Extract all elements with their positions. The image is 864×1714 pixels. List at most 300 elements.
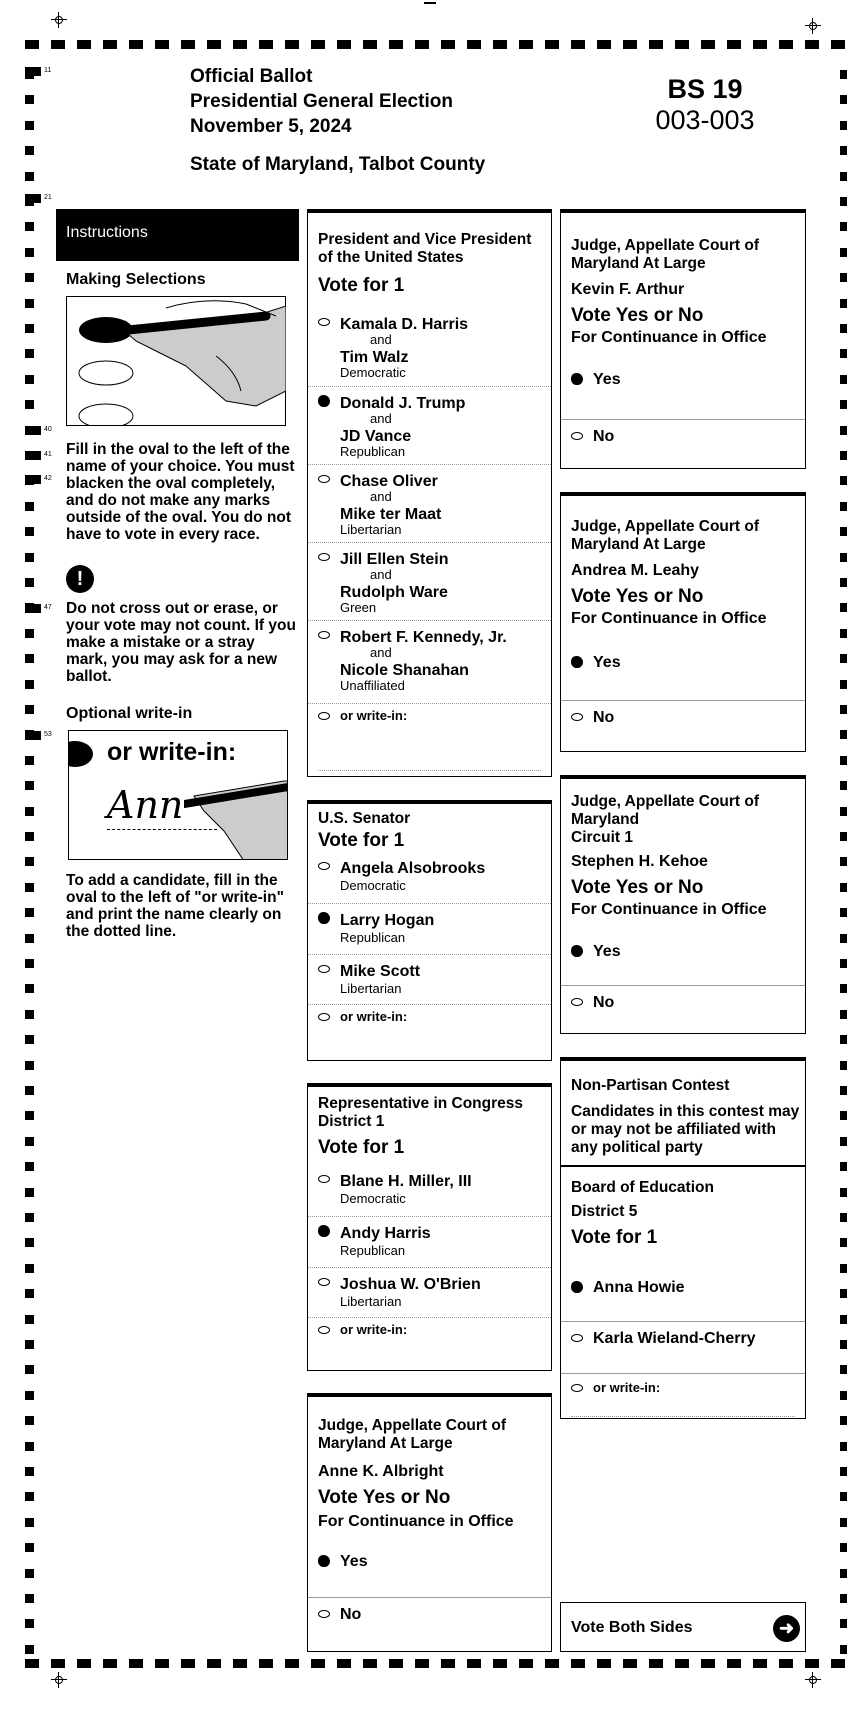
oval-marked[interactable]: [571, 656, 583, 668]
timing-mark: [129, 40, 143, 49]
timing-mark: [259, 40, 273, 49]
option-yes[interactable]: [561, 935, 805, 985]
oval[interactable]: [571, 1384, 583, 1392]
timing-mark: [25, 1645, 34, 1654]
oval[interactable]: [571, 1334, 583, 1342]
nonpartisan-description: Candidates in this contest may or may not be affiliated with any political party: [571, 1103, 800, 1156]
oval[interactable]: [318, 712, 330, 720]
timing-mark: [840, 476, 847, 485]
timing-mark: [25, 857, 34, 866]
oval[interactable]: [318, 631, 330, 639]
option-yes[interactable]: [308, 1545, 551, 1595]
oval[interactable]: [571, 432, 583, 440]
vice-president-name: Rudolph Ware: [340, 584, 448, 601]
president-name: Kamala D. Harris: [340, 316, 469, 333]
timing-mark: [77, 40, 91, 49]
timing-mark: [840, 95, 847, 104]
vote-for: Vote for 1: [571, 1227, 658, 1248]
timing-mark: [77, 1659, 91, 1668]
timing-mark: [779, 1659, 793, 1668]
timing-mark: [840, 756, 847, 765]
writein-line: [318, 770, 541, 771]
timing-mark: [25, 1391, 34, 1400]
timing-mark: [389, 40, 403, 49]
timing-mark: [840, 832, 847, 841]
timing-mark: [840, 1442, 847, 1451]
candidate-name: Joshua W. O'Brien: [340, 1276, 481, 1293]
timing-mark: [840, 70, 847, 79]
timing-mark: [25, 680, 34, 689]
oval[interactable]: [318, 1278, 330, 1286]
timing-mark: [840, 603, 847, 612]
timing-mark: [25, 527, 34, 536]
candidate-option[interactable]: [308, 542, 551, 620]
timing-mark: [25, 95, 34, 104]
vice-president-name: Mike ter Maat: [340, 506, 442, 523]
add-candidate-instructions: To add a candidate, fill in the oval to the left of "or write-in" and print the name clearly on the dotted line.: [66, 872, 284, 940]
writein-option[interactable]: [308, 1317, 551, 1371]
precinct-code: 003-003: [655, 105, 755, 135]
timing-mark: [840, 807, 847, 816]
timing-mark: [25, 222, 34, 231]
timing-mark: [840, 1416, 847, 1425]
timing-mark: [259, 1659, 273, 1668]
and-label: and: [370, 332, 392, 347]
writein-label: or write-in:: [593, 1380, 661, 1395]
option-no[interactable]: [308, 1597, 551, 1652]
timing-mark: [363, 1659, 377, 1668]
candidate-name: Andy Harris: [340, 1225, 431, 1242]
timing-mark: [129, 1659, 143, 1668]
section-divider: [561, 1165, 805, 1167]
timing-mark: [337, 1659, 351, 1668]
registration-mark-top-left: [51, 12, 67, 28]
timing-mark: [25, 908, 34, 917]
timing-mark: [840, 1086, 847, 1095]
timing-mark: [840, 400, 847, 409]
option-no[interactable]: [561, 985, 805, 1035]
timing-mark: [25, 705, 34, 714]
president-name: Donald J. Trump: [340, 395, 466, 412]
timing-mark: [840, 934, 847, 943]
and-label: and: [370, 411, 392, 426]
timing-mark: [840, 426, 847, 435]
writein-label: or write-in:: [340, 1009, 408, 1024]
fill-oval-illustration: [66, 296, 286, 426]
timing-mark: [25, 324, 34, 333]
timing-mark: [840, 502, 847, 511]
option-label: No: [340, 1606, 362, 1623]
candidate-option[interactable]: [561, 1321, 805, 1371]
party: Green: [340, 600, 377, 615]
timing-mark: [571, 1659, 585, 1668]
timing-mark: [779, 40, 793, 49]
oval-marked[interactable]: [318, 395, 330, 407]
timing-mark: [840, 1162, 847, 1171]
district: District 5: [571, 1203, 638, 1220]
timing-mark: [840, 299, 847, 308]
timing-mark: [25, 832, 34, 841]
vote-yes-no: Vote Yes or No: [571, 877, 704, 898]
registration-mark-top-right: [805, 18, 821, 34]
timing-mark: [25, 1467, 34, 1476]
timing-mark: [831, 1659, 845, 1668]
timing-mark: [25, 1035, 34, 1044]
timing-mark: [25, 1340, 34, 1349]
oval-marked[interactable]: [318, 1555, 330, 1567]
and-label: and: [370, 489, 392, 504]
timing-mark: [25, 194, 41, 203]
timing-mark: [441, 40, 455, 49]
vote-both-sides-label: Vote Both Sides: [571, 1619, 693, 1636]
timing-mark: [545, 1659, 559, 1668]
timing-mark: [840, 1569, 847, 1578]
candidate-option[interactable]: [308, 620, 551, 698]
party: Unaffiliated: [340, 678, 405, 693]
candidate-option[interactable]: [308, 464, 551, 542]
oval-marked[interactable]: [571, 1281, 583, 1293]
timing-mark: [25, 40, 39, 49]
candidate-option[interactable]: [308, 308, 551, 386]
timing-mark: [840, 883, 847, 892]
timing-mark: [597, 1659, 611, 1668]
timing-mark: [840, 730, 847, 739]
timing-mark: [25, 1238, 34, 1247]
arrow-right-icon: ➜: [773, 1615, 800, 1642]
oval[interactable]: [318, 553, 330, 561]
timing-mark: [840, 578, 847, 587]
party: Democratic: [340, 878, 406, 893]
timing-mark: [840, 349, 847, 358]
timing-mark: [389, 1659, 403, 1668]
timing-mark: [25, 400, 34, 409]
timing-mark: [25, 273, 34, 282]
candidate-option[interactable]: [308, 903, 551, 954]
timing-mark: [840, 1518, 847, 1527]
line-number: 40: [44, 426, 52, 433]
party: Libertarian: [340, 522, 402, 537]
oval[interactable]: [318, 1175, 330, 1183]
timing-mark: [25, 1086, 34, 1095]
timing-mark: [840, 680, 847, 689]
making-selections-heading: Making Selections: [66, 271, 206, 288]
writein-option[interactable]: [561, 1373, 805, 1419]
timing-mark: [753, 1659, 767, 1668]
timing-mark: [25, 1162, 34, 1171]
ballot-type: Official Ballot: [190, 66, 313, 87]
timing-mark: [25, 1264, 34, 1273]
candidate-option[interactable]: [308, 386, 551, 464]
option-yes[interactable]: [561, 650, 805, 700]
contest-title: Judge, Appellate Court of Maryland At Large: [571, 237, 760, 272]
timing-mark: [623, 1659, 637, 1668]
timing-mark: [675, 40, 689, 49]
contest-judge-kehoe: [560, 775, 806, 1034]
candidate-option[interactable]: [308, 852, 551, 903]
timing-mark: [840, 1137, 847, 1146]
timing-mark: [25, 1659, 39, 1668]
timing-mark: [840, 172, 847, 181]
option-no[interactable]: [561, 700, 805, 752]
timing-mark: [25, 172, 34, 181]
vice-president-name: Nicole Shanahan: [340, 662, 469, 679]
and-label: and: [370, 645, 392, 660]
timing-mark: [840, 1543, 847, 1552]
timing-mark: [25, 1619, 34, 1628]
line-number: 11: [44, 67, 52, 74]
judge-name: Stephen H. Kehoe: [571, 853, 708, 870]
timing-mark: [25, 934, 34, 943]
continuance: For Continuance in Office: [318, 1513, 514, 1530]
timing-mark: [840, 1340, 847, 1349]
writein-example-label: or write-in:: [107, 738, 237, 766]
president-name: Chase Oliver: [340, 473, 438, 490]
oval-marked[interactable]: [571, 945, 583, 957]
vice-president-name: JD Vance: [340, 428, 412, 445]
candidate-name: Blane H. Miller, III: [340, 1173, 472, 1190]
timing-mark: [840, 959, 847, 968]
vote-both-sides-box: [560, 1602, 806, 1652]
candidate-name: Mike Scott: [340, 963, 421, 980]
timing-mark: [25, 248, 34, 257]
timing-mark: [840, 1111, 847, 1120]
timing-mark: [181, 1659, 195, 1668]
timing-mark: [25, 67, 41, 76]
contest-title: Judge, Appellate Court of Maryland At Large: [571, 518, 760, 553]
timing-mark: [840, 527, 847, 536]
option-label: Yes: [340, 1553, 368, 1570]
timing-mark: [285, 40, 299, 49]
timing-mark: [25, 1442, 34, 1451]
hand-pen-illustration: [184, 776, 288, 860]
election-name: Presidential General Election: [190, 91, 453, 112]
oval[interactable]: [571, 998, 583, 1006]
candidate-name: Karla Wieland-Cherry: [593, 1330, 756, 1347]
timing-mark: [285, 1659, 299, 1668]
continuance: For Continuance in Office: [571, 901, 767, 918]
candidate-option[interactable]: [308, 954, 551, 1005]
oval[interactable]: [318, 1326, 330, 1334]
timing-mark: [840, 197, 847, 206]
timing-mark: [25, 553, 34, 562]
timing-mark: [701, 40, 715, 49]
contest-judge-albright: [307, 1393, 552, 1652]
writein-option[interactable]: [308, 703, 551, 777]
judge-name: Kevin F. Arthur: [571, 281, 685, 298]
candidate-option[interactable]: [308, 1216, 551, 1267]
timing-mark: [840, 273, 847, 282]
timing-mark: [25, 1569, 34, 1578]
timing-mark: [25, 756, 34, 765]
timing-mark: [840, 1035, 847, 1044]
timing-mark: [25, 1416, 34, 1425]
timing-mark: [25, 807, 34, 816]
oval[interactable]: [318, 965, 330, 973]
party: Republican: [340, 1243, 406, 1258]
writein-label: or write-in:: [340, 708, 408, 723]
candidate-name: Angela Alsobrooks: [340, 860, 486, 877]
timing-mark: [51, 1659, 65, 1668]
timing-mark: [415, 40, 429, 49]
timing-mark: [25, 1315, 34, 1324]
vote-yes-no: Vote Yes or No: [318, 1487, 451, 1508]
candidate-option[interactable]: [308, 1165, 551, 1216]
candidate-name: Larry Hogan: [340, 912, 435, 929]
instructions-header: Instructions: [56, 209, 299, 261]
optional-writein-heading: Optional write-in: [66, 705, 193, 722]
line-number: 53: [44, 731, 52, 738]
timing-mark: [415, 1659, 429, 1668]
party: Republican: [340, 444, 406, 459]
timing-mark: [25, 1010, 34, 1019]
writein-option[interactable]: [308, 1004, 551, 1062]
oval[interactable]: [318, 1013, 330, 1021]
contest-title: President and Vice President of the United States: [318, 231, 532, 266]
timing-mark: [25, 629, 34, 638]
line-number: 42: [44, 475, 52, 482]
timing-mark: [805, 40, 819, 49]
writein-illustration: [68, 730, 288, 860]
timing-mark: [25, 883, 34, 892]
timing-mark: [311, 40, 325, 49]
timing-mark: [25, 578, 34, 587]
timing-mark: [25, 1365, 34, 1374]
ballot-style-code: BS 19: [667, 74, 743, 104]
timing-mark: [25, 781, 34, 790]
oval-marked[interactable]: [318, 1225, 330, 1237]
candidate-option[interactable]: [561, 1271, 805, 1321]
timing-mark: [545, 40, 559, 49]
continuance: For Continuance in Office: [571, 329, 767, 346]
contest-congress: [307, 1083, 552, 1371]
party: Republican: [340, 930, 406, 945]
party: Democratic: [340, 1191, 406, 1206]
option-label: Yes: [593, 654, 621, 671]
timing-mark: [840, 654, 847, 663]
contest-title: U.S. Senator: [318, 810, 411, 827]
timing-mark: [840, 1188, 847, 1197]
timing-mark: [840, 705, 847, 714]
judge-name: Andrea M. Leahy: [571, 562, 700, 579]
oval[interactable]: [571, 713, 583, 721]
timing-mark: [840, 1010, 847, 1019]
option-label: No: [593, 994, 615, 1011]
timing-mark: [441, 1659, 455, 1668]
timing-mark: [840, 629, 847, 638]
nonpartisan-heading: Non-Partisan Contest: [571, 1077, 730, 1094]
timing-mark: [519, 40, 533, 49]
timing-mark: [25, 475, 41, 484]
timing-mark: [103, 1659, 117, 1668]
timing-mark: [840, 1289, 847, 1298]
option-label: Yes: [593, 943, 621, 960]
timing-mark: [181, 40, 195, 49]
timing-mark: [25, 1543, 34, 1552]
timing-mark: [25, 1213, 34, 1222]
timing-mark: [840, 1467, 847, 1476]
president-name: Jill Ellen Stein: [340, 551, 449, 568]
timing-mark: [25, 451, 41, 460]
contest-title: Judge, Appellate Court of Maryland At Large: [318, 1417, 507, 1452]
timing-mark: [571, 40, 585, 49]
timing-mark: [840, 908, 847, 917]
election-date: November 5, 2024: [190, 116, 352, 137]
timing-mark: [831, 40, 845, 49]
contest-board-of-education: [560, 1057, 806, 1419]
timing-mark: [840, 1238, 847, 1247]
oval[interactable]: [318, 318, 330, 326]
timing-mark: [649, 40, 663, 49]
vote-for: Vote for 1: [318, 830, 405, 851]
timing-mark: [155, 1659, 169, 1668]
contest-judge-arthur: [560, 209, 806, 469]
timing-mark: [337, 40, 351, 49]
timing-mark: [840, 1365, 847, 1374]
timing-mark: [25, 1594, 34, 1603]
vote-for: Vote for 1: [318, 275, 405, 296]
timing-mark: [840, 1315, 847, 1324]
option-no[interactable]: [561, 419, 805, 469]
contest-president: [307, 209, 552, 777]
timing-mark: [840, 1492, 847, 1501]
timing-mark: [701, 1659, 715, 1668]
timing-mark: [25, 1492, 34, 1501]
timing-mark: [840, 781, 847, 790]
oval-marked[interactable]: [318, 912, 330, 924]
line-number: 41: [44, 451, 52, 458]
timing-mark: [840, 1061, 847, 1070]
oval[interactable]: [318, 1610, 330, 1618]
timing-mark: [25, 1518, 34, 1527]
handwritten-name: Ann: [107, 783, 184, 827]
vote-yes-no: Vote Yes or No: [571, 305, 704, 326]
timing-mark: [840, 451, 847, 460]
continuance: For Continuance in Office: [571, 610, 767, 627]
warning-icon: !: [66, 565, 94, 593]
oval[interactable]: [318, 862, 330, 870]
timing-mark: [51, 40, 65, 49]
timing-mark: [311, 1659, 325, 1668]
timing-mark: [207, 40, 221, 49]
judge-name: Anne K. Albright: [318, 1463, 444, 1480]
candidate-option[interactable]: [308, 1267, 551, 1318]
timing-mark: [25, 1188, 34, 1197]
timing-mark: [25, 1289, 34, 1298]
option-yes[interactable]: [561, 369, 805, 419]
timing-mark: [25, 426, 41, 435]
timing-mark: [25, 654, 34, 663]
timing-mark: [233, 40, 247, 49]
fill-instructions: Fill in the oval to the left of the name of your choice. You must blacken the oval completely, and do not make any marks outside of the oval. You do not have to vote in every race.: [66, 441, 295, 543]
timing-mark: [753, 40, 767, 49]
timing-mark: [155, 40, 169, 49]
timing-mark: [840, 121, 847, 130]
timing-mark: [840, 146, 847, 155]
timing-mark: [25, 121, 34, 130]
option-label: Yes: [593, 371, 621, 388]
jurisdiction: State of Maryland, Talbot County: [190, 154, 486, 175]
vice-president-name: Tim Walz: [340, 349, 409, 366]
timing-mark: [727, 40, 741, 49]
ballot-style: [650, 74, 760, 136]
timing-mark: [840, 553, 847, 562]
timing-mark: [623, 40, 637, 49]
oval[interactable]: [318, 475, 330, 483]
oval-marked[interactable]: [571, 373, 583, 385]
registration-mark-bottom-right: [805, 1672, 821, 1688]
timing-mark: [363, 40, 377, 49]
vote-yes-no: Vote Yes or No: [571, 586, 704, 607]
